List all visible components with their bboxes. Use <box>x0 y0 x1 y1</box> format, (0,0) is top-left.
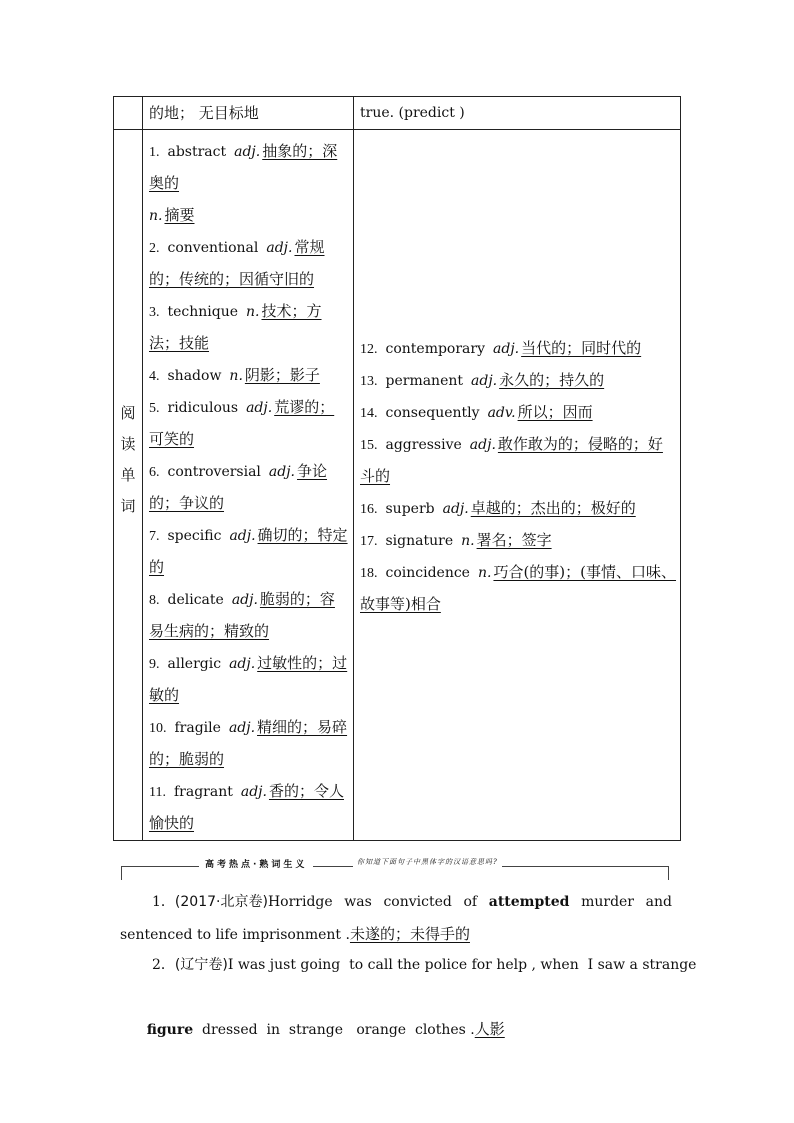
entry-word: shadow <box>167 368 222 384</box>
vocab-entry <box>149 776 349 840</box>
entry-number: 8. <box>149 593 160 608</box>
entry-number: 18. <box>360 566 378 581</box>
entry-number: 15. <box>360 438 378 453</box>
entry-word: superb <box>385 501 435 517</box>
entry-number: 3. <box>149 305 160 320</box>
side-label-char: 词 <box>120 497 136 515</box>
entry-word: conventional <box>167 240 259 256</box>
left-cell-continued <box>143 97 354 130</box>
entry-number: 4. <box>149 369 160 384</box>
vocab-entry <box>149 648 349 712</box>
entry-definition: 敢作敢为的；侵略的；好斗的 <box>360 435 663 485</box>
question-1-sentence-end: sentenced to life imprisonment . <box>120 927 350 943</box>
vocab-entry <box>360 429 676 493</box>
entry-definition: 署名；签字 <box>476 531 552 549</box>
vocab-entry <box>360 397 676 429</box>
question-word: and <box>645 894 672 910</box>
entry-definition: 阴影；影子 <box>244 366 320 384</box>
entry-part-of-speech: adj. <box>229 656 256 672</box>
entry-number: 2. <box>149 241 160 256</box>
entry-part-of-speech: n. <box>149 208 163 224</box>
entry-number: 5. <box>149 401 160 416</box>
entry-word: signature <box>385 533 454 549</box>
question-1-answer: 未遂的；未得手的 <box>349 925 470 943</box>
question-1-bold-word: attempted <box>488 894 570 910</box>
banner-left-tick <box>121 866 122 880</box>
vocab-entry <box>149 232 349 296</box>
entry-part-of-speech: adj. <box>442 501 469 517</box>
entry-definition: 卓越的；杰出的；极好的 <box>470 499 636 517</box>
vocab-entry <box>149 392 349 456</box>
entry-definition: 过敏性的；过敏的 <box>149 654 348 704</box>
entry-number: 16. <box>360 502 378 517</box>
question-2 <box>120 949 697 1078</box>
entry-number: 10. <box>149 721 167 736</box>
entry-word: permanent <box>385 373 464 389</box>
vocab-entry <box>149 360 349 392</box>
vocab-entry <box>360 557 676 621</box>
side-label <box>114 130 142 522</box>
entry-part-of-speech: adv. <box>487 405 516 421</box>
entry-number: 1. <box>149 145 160 160</box>
entry-part-of-speech: adj. <box>268 464 296 480</box>
entry-definition: 常规的；传统的；因循守旧的 <box>149 238 325 288</box>
entry-part-of-speech: adj. <box>229 528 256 544</box>
vocab-entry <box>149 296 349 360</box>
entry-number: 14. <box>360 406 378 421</box>
question-2-bold-word: figure <box>146 1022 194 1038</box>
entry-number: 12. <box>360 342 378 357</box>
side-label-char: 阅 <box>120 404 136 422</box>
entry-definition: 争论的；争议的 <box>149 462 328 512</box>
table-row-continued <box>114 97 681 130</box>
question-word: Horridge <box>267 894 333 910</box>
entry-definition: 荒谬的；可笑的 <box>149 398 335 448</box>
banner-hint: 你知道下面句子中黑体字的汉语意思吗? <box>353 857 502 867</box>
vocab-entry <box>149 456 349 520</box>
entry-number: 11. <box>149 785 166 800</box>
entry-word: technique <box>167 304 239 320</box>
entry-number: 13. <box>360 374 378 389</box>
vocab-entry <box>360 365 676 397</box>
entry-part-of-speech: adj. <box>234 144 261 160</box>
vocabulary-table <box>113 96 681 841</box>
right-word-list <box>354 130 680 621</box>
question-1-number-source <box>152 886 333 918</box>
question-word: was <box>344 894 372 910</box>
entry-part-of-speech: n. <box>246 304 260 320</box>
entry-word: fragrant <box>173 784 233 800</box>
question-2-line-1 <box>120 949 697 981</box>
entry-definition: 摘要 <box>164 206 195 224</box>
side-label-cell <box>114 130 143 841</box>
entry-part-of-speech: adj. <box>471 373 498 389</box>
entry-definition: 永久的；持久的 <box>499 371 605 389</box>
entry-part-of-speech: n. <box>477 565 492 581</box>
entry-word: abstract <box>167 144 227 160</box>
entry-word: delicate <box>167 592 224 608</box>
entry-word: specific <box>167 528 222 544</box>
entry-definition: 脆弱的；容易生病的；精致的 <box>149 590 335 640</box>
question-2-source: (辽宁卷) <box>174 957 228 973</box>
vocab-entry <box>360 525 676 557</box>
banner-title: 高考热点·熟词生义 <box>199 857 313 870</box>
right-word-list-cell <box>354 130 681 841</box>
entry-part-of-speech: n. <box>461 533 475 549</box>
vocab-entry <box>149 136 349 232</box>
question-2-answer: 人影 <box>474 1020 505 1038</box>
entry-part-of-speech: adj. <box>240 784 267 800</box>
side-label-char: 单 <box>120 466 136 484</box>
vocab-entry <box>360 493 676 525</box>
left-word-list-cell <box>143 130 354 841</box>
entry-definition: 技术；方法；技能 <box>149 302 322 352</box>
question-1-line-2 <box>120 918 672 951</box>
entry-part-of-speech: n. <box>229 368 243 384</box>
vocab-entry <box>149 584 349 648</box>
continued-right-text: true. (predict ) <box>360 105 465 121</box>
question-1-source: (2017·北京卷) <box>174 894 268 910</box>
entry-word: coincidence <box>385 565 470 581</box>
entry-word: contemporary <box>385 341 486 357</box>
vocab-entry <box>360 333 676 365</box>
entry-definition: 所以；因而 <box>517 403 593 421</box>
entry-part-of-speech: adj. <box>228 720 256 736</box>
right-cell-continued <box>354 97 681 130</box>
table-row-reading-words <box>114 130 681 841</box>
vocab-entry <box>149 520 349 584</box>
entry-definition: 确切的；特定的 <box>149 526 348 576</box>
question-1-number: 1． <box>152 894 175 910</box>
entry-definition: 当代的；同时代的 <box>521 339 642 357</box>
vocab-entry <box>149 712 349 776</box>
entry-word: fragile <box>174 720 221 736</box>
entry-part-of-speech: adj. <box>493 341 520 357</box>
entry-definition: 巧合(的事)；(事情、口味、故事等)相合 <box>360 563 677 613</box>
entry-definition: 抽象的；深奥的 <box>149 142 338 192</box>
entry-word: allergic <box>167 656 222 672</box>
banner-right-tick <box>668 866 669 880</box>
question-word: murder <box>581 894 635 910</box>
continued-left-text: 的地； 无目标地 <box>149 104 259 122</box>
entry-word: consequently <box>385 405 480 421</box>
side-cell-empty <box>114 97 143 130</box>
section-banner <box>121 856 669 882</box>
question-word: of <box>463 894 478 910</box>
question-1 <box>120 886 672 951</box>
question-word: convicted <box>383 894 452 910</box>
question-2-number: 2． <box>152 957 175 973</box>
entry-word: controversial <box>167 464 261 480</box>
entry-definition: 香的；令人愉快的 <box>149 782 344 832</box>
side-label-char: 读 <box>120 435 136 453</box>
entry-word: aggressive <box>385 437 462 453</box>
question-2-sentence-end: dressed in strange orange clothes . <box>193 1022 475 1038</box>
entry-part-of-speech: adj. <box>469 437 496 453</box>
question-1-line-1 <box>120 886 672 918</box>
question-2-sentence-start: I was just going to call the police for help , when I saw a strange <box>227 957 697 973</box>
entry-part-of-speech: adj. <box>266 240 293 256</box>
left-word-list <box>143 130 353 840</box>
entry-definition: 精细的；易碎的；脆弱的 <box>149 718 348 768</box>
entry-number: 17. <box>360 534 378 549</box>
entry-word: ridiculous <box>167 400 239 416</box>
entry-part-of-speech: adj. <box>231 592 258 608</box>
entry-number: 6. <box>149 465 160 480</box>
entry-part-of-speech: adj. <box>246 400 273 416</box>
entry-number: 7. <box>149 529 160 544</box>
entry-number: 9. <box>149 657 160 672</box>
question-2-line-2 <box>120 981 672 1078</box>
